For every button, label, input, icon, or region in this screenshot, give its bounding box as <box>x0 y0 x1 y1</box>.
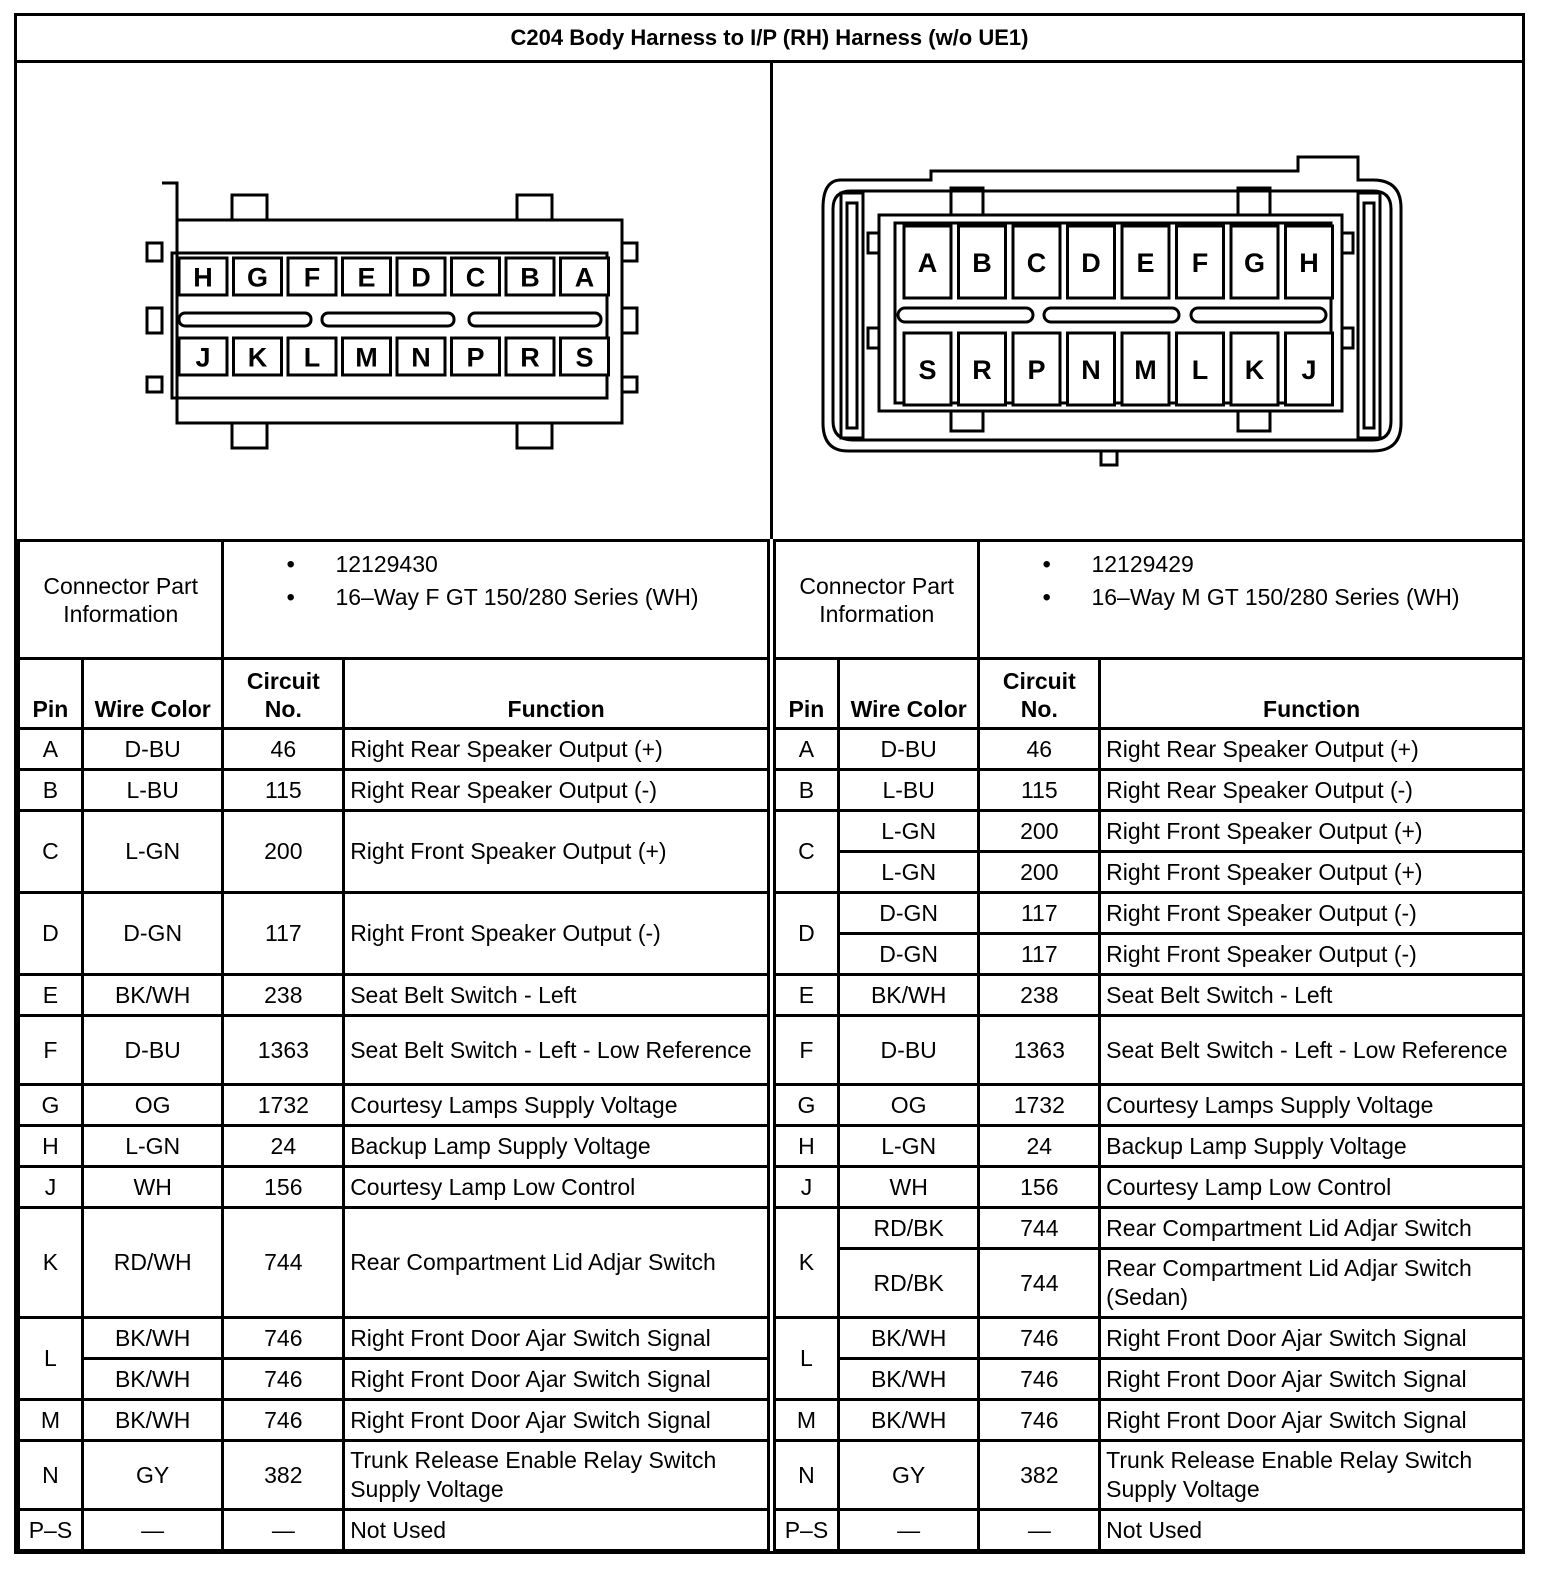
function-cell: Right Front Speaker Output (-) <box>1100 934 1524 975</box>
function-cell: Right Front Speaker Output (-) <box>344 893 769 975</box>
circuit-cell: 1363 <box>979 1016 1100 1085</box>
wire-color-cell: L-GN <box>82 811 223 893</box>
circuit-cell: 746 <box>223 1359 344 1400</box>
function-cell: Rear Compartment Lid Adjar Switch (Sedan) <box>1100 1249 1524 1318</box>
table-row <box>775 1441 1524 1510</box>
function-cell: Courtesy Lamps Supply Voltage <box>1100 1085 1524 1126</box>
circuit-cell: 200 <box>979 852 1100 893</box>
function-cell: Right Front Speaker Output (+) <box>344 811 769 893</box>
circuit-cell: 746 <box>223 1318 344 1359</box>
function-cell: Right Front Door Ajar Switch Signal <box>344 1318 769 1359</box>
circuit-cell: 382 <box>979 1441 1100 1510</box>
function-cell: Right Rear Speaker Output (-) <box>1100 770 1524 811</box>
pin-label: D <box>411 262 431 293</box>
function-cell: Courtesy Lamps Supply Voltage <box>344 1085 769 1126</box>
circuit-header: Circuit No. <box>223 659 344 729</box>
table-row <box>19 811 769 893</box>
pin-cell: L <box>775 1318 839 1400</box>
circuit-cell: 746 <box>979 1359 1100 1400</box>
pin-header: Pin <box>19 659 83 729</box>
table-row <box>19 1208 769 1318</box>
function-cell: Backup Lamp Supply Voltage <box>1100 1126 1524 1167</box>
table-row <box>775 852 1524 893</box>
table-header-row <box>775 659 1524 729</box>
circuit-cell: 46 <box>223 729 344 770</box>
function-cell: Rear Compartment Lid Adjar Switch <box>1100 1208 1524 1249</box>
wire-color-cell: BK/WH <box>838 1318 979 1359</box>
wire-color-cell: BK/WH <box>838 1359 979 1400</box>
female-pinout-table <box>17 539 770 1552</box>
pin-label: B <box>520 262 540 293</box>
table-row <box>775 1208 1524 1249</box>
pin-cell: K <box>19 1208 83 1318</box>
wire-color-cell: BK/WH <box>838 975 979 1016</box>
pin-header: Pin <box>775 659 839 729</box>
circuit-cell: 744 <box>979 1208 1100 1249</box>
table-row <box>775 770 1524 811</box>
function-cell: Trunk Release Enable Relay Switch Supply Voltage <box>1100 1441 1524 1510</box>
circuit-cell: 382 <box>223 1441 344 1510</box>
male-connector-diagram <box>773 63 1522 539</box>
pin-label: J <box>1301 355 1317 385</box>
pin-cell: P–S <box>775 1510 839 1551</box>
table-row <box>19 1167 769 1208</box>
pin-cell: B <box>19 770 83 811</box>
wire-color-cell: L-GN <box>838 1126 979 1167</box>
circuit-cell: 746 <box>979 1400 1100 1441</box>
pin-cell: J <box>775 1167 839 1208</box>
wire-color-cell: GY <box>82 1441 223 1510</box>
pin-label: S <box>918 355 937 385</box>
circuit-cell: 746 <box>223 1400 344 1441</box>
pin-cell: C <box>19 811 83 893</box>
circuit-cell: — <box>979 1510 1100 1551</box>
table-row <box>19 1016 769 1085</box>
pin-cell: D <box>19 893 83 975</box>
function-header: Function <box>344 659 769 729</box>
table-row <box>19 1510 769 1551</box>
table-row <box>775 1085 1524 1126</box>
pin-cell: F <box>19 1016 83 1085</box>
wire-color-cell: OG <box>82 1085 223 1126</box>
pin-label: M <box>1134 355 1157 385</box>
function-cell: Right Front Door Ajar Switch Signal <box>1100 1359 1524 1400</box>
pin-label: N <box>1081 355 1101 385</box>
wire-color-cell: D-GN <box>82 893 223 975</box>
function-cell: Right Front Speaker Output (+) <box>1100 811 1524 852</box>
part-number: • 12129430 <box>229 548 762 581</box>
wire-color-cell: L-BU <box>82 770 223 811</box>
part-description: • 16–Way F GT 150/280 Series (WH) <box>229 581 762 614</box>
pin-cell: E <box>19 975 83 1016</box>
connector-part-info <box>223 541 769 659</box>
pin-label: D <box>1081 248 1101 278</box>
table-row <box>775 1249 1524 1318</box>
circuit-cell: 746 <box>979 1318 1100 1359</box>
wire-color-cell: L-GN <box>838 852 979 893</box>
circuit-cell: 238 <box>979 975 1100 1016</box>
table-row <box>775 729 1524 770</box>
wire-color-cell: BK/WH <box>82 1359 223 1400</box>
circuit-cell: 200 <box>979 811 1100 852</box>
pin-label: C <box>465 262 486 293</box>
pin-label: B <box>972 248 992 278</box>
pin-label: N <box>411 342 431 373</box>
pin-cell: E <box>775 975 839 1016</box>
pin-cell: H <box>19 1126 83 1167</box>
circuit-cell: 115 <box>979 770 1100 811</box>
pin-label: P <box>1027 355 1046 385</box>
pin-cell: J <box>19 1167 83 1208</box>
function-header: Function <box>1100 659 1524 729</box>
part-number: • 12129429 <box>985 548 1517 581</box>
circuit-cell: 156 <box>979 1167 1100 1208</box>
table-row <box>775 1400 1524 1441</box>
pin-cell: N <box>775 1441 839 1510</box>
wire-color-cell: — <box>82 1510 223 1551</box>
pin-cell: B <box>775 770 839 811</box>
pin-label: G <box>1243 248 1266 278</box>
pin-label: S <box>575 342 594 373</box>
wire-color-cell: L-GN <box>838 811 979 852</box>
circuit-cell: 744 <box>223 1208 344 1318</box>
pin-label: F <box>1191 248 1209 278</box>
wire-color-cell: RD/BK <box>838 1208 979 1249</box>
wire-color-cell: OG <box>838 1085 979 1126</box>
function-cell: Right Front Speaker Output (+) <box>1100 852 1524 893</box>
table-row <box>775 1359 1524 1400</box>
pin-label: F <box>303 262 321 293</box>
table-row <box>19 1318 769 1359</box>
table-row <box>775 811 1524 852</box>
wire-color-cell: BK/WH <box>838 1400 979 1441</box>
wire-color-cell: RD/WH <box>82 1208 223 1318</box>
function-cell: Not Used <box>344 1510 769 1551</box>
connector-sheet <box>14 13 1525 1554</box>
function-cell: Seat Belt Switch - Left - Low Reference <box>344 1016 769 1085</box>
pin-cell: G <box>775 1085 839 1126</box>
wire-color-cell: — <box>838 1510 979 1551</box>
table-row <box>775 1318 1524 1359</box>
pin-label: C <box>1026 248 1047 278</box>
circuit-cell: 24 <box>979 1126 1100 1167</box>
pin-cell: A <box>775 729 839 770</box>
pin-label: M <box>355 342 378 373</box>
function-cell: Seat Belt Switch - Left - Low Reference <box>1100 1016 1524 1085</box>
function-cell: Right Front Speaker Output (-) <box>1100 893 1524 934</box>
pin-cell: F <box>775 1016 839 1085</box>
wire-color-cell: BK/WH <box>82 1318 223 1359</box>
table-row <box>775 893 1524 934</box>
function-cell: Courtesy Lamp Low Control <box>344 1167 769 1208</box>
circuit-cell: 117 <box>979 934 1100 975</box>
function-cell: Right Front Door Ajar Switch Signal <box>1100 1318 1524 1359</box>
pin-cell: D <box>775 893 839 975</box>
table-header-row <box>19 659 769 729</box>
wire-color-cell: BK/WH <box>82 1400 223 1441</box>
pin-cell: M <box>775 1400 839 1441</box>
function-cell: Right Rear Speaker Output (-) <box>344 770 769 811</box>
pin-cell: H <box>775 1126 839 1167</box>
pin-cell: K <box>775 1208 839 1318</box>
pin-cell: L <box>19 1318 83 1400</box>
table-row <box>19 975 769 1016</box>
circuit-cell: 1732 <box>979 1085 1100 1126</box>
table-row <box>19 1085 769 1126</box>
circuit-header: Circuit No. <box>979 659 1100 729</box>
wire-color-cell: D-BU <box>82 1016 223 1085</box>
table-row <box>19 770 769 811</box>
function-cell: Right Front Door Ajar Switch Signal <box>344 1400 769 1441</box>
wire-color-cell: BK/WH <box>82 975 223 1016</box>
wire-color-cell: D-BU <box>82 729 223 770</box>
pin-label: L <box>303 342 321 373</box>
part-description: • 16–Way M GT 150/280 Series (WH) <box>985 581 1517 614</box>
table-row <box>775 1126 1524 1167</box>
male-pinout-table <box>773 539 1525 1552</box>
pin-label: G <box>246 262 269 293</box>
circuit-cell: 115 <box>223 770 344 811</box>
wire-color-cell: L-BU <box>838 770 979 811</box>
function-cell: Rear Compartment Lid Adjar Switch <box>344 1208 769 1318</box>
pin-label: A <box>574 262 595 293</box>
function-cell: Seat Belt Switch - Left <box>344 975 769 1016</box>
pin-cell: N <box>19 1441 83 1510</box>
pin-cell: A <box>19 729 83 770</box>
pin-cell: P–S <box>19 1510 83 1551</box>
wire-color-cell: D-BU <box>838 729 979 770</box>
table-row <box>775 1016 1524 1085</box>
function-cell: Right Rear Speaker Output (+) <box>344 729 769 770</box>
pin-label: K <box>247 342 268 373</box>
circuit-cell: 200 <box>223 811 344 893</box>
circuit-cell: 1732 <box>223 1085 344 1126</box>
circuit-cell: 117 <box>979 893 1100 934</box>
pin-label: R <box>972 355 992 385</box>
circuit-cell: 238 <box>223 975 344 1016</box>
table-row <box>775 1510 1524 1551</box>
table-row <box>775 1167 1524 1208</box>
wire-color-cell: WH <box>838 1167 979 1208</box>
wire-color-cell: WH <box>82 1167 223 1208</box>
wire-color-cell: RD/BK <box>838 1249 979 1318</box>
pin-label: H <box>193 262 213 293</box>
wire-color-header: Wire Color <box>838 659 979 729</box>
circuit-cell: 46 <box>979 729 1100 770</box>
pin-label: A <box>917 248 938 278</box>
connector-part-info <box>979 541 1524 659</box>
table-row <box>19 1400 769 1441</box>
circuit-cell: — <box>223 1510 344 1551</box>
circuit-cell: 156 <box>223 1167 344 1208</box>
table-row <box>775 975 1524 1016</box>
wire-color-cell: L-GN <box>82 1126 223 1167</box>
pin-label: J <box>195 342 211 373</box>
function-cell: Seat Belt Switch - Left <box>1100 975 1524 1016</box>
function-cell: Backup Lamp Supply Voltage <box>344 1126 769 1167</box>
pin-label: P <box>466 342 485 373</box>
function-cell: Not Used <box>1100 1510 1524 1551</box>
pin-label: L <box>1191 355 1209 385</box>
circuit-cell: 744 <box>979 1249 1100 1318</box>
circuit-cell: 24 <box>223 1126 344 1167</box>
table-row <box>775 934 1524 975</box>
circuit-cell: 117 <box>223 893 344 975</box>
table-row <box>19 1359 769 1400</box>
function-cell: Right Front Door Ajar Switch Signal <box>344 1359 769 1400</box>
female-connector-diagram <box>17 63 773 539</box>
connector-part-info-label: Connector Part Information <box>775 541 979 659</box>
wire-color-cell: D-GN <box>838 934 979 975</box>
table-row <box>19 1441 769 1510</box>
page-title: C204 Body Harness to I/P (RH) Harness (w/o UE1) <box>17 16 1522 63</box>
pin-label: H <box>1299 248 1319 278</box>
function-cell: Right Rear Speaker Output (+) <box>1100 729 1524 770</box>
pin-label: R <box>520 342 540 373</box>
wire-color-cell: D-BU <box>838 1016 979 1085</box>
pin-label: E <box>357 262 376 293</box>
table-row <box>19 729 769 770</box>
connector-part-info-label: Connector Part Information <box>19 541 223 659</box>
pin-cell: C <box>775 811 839 893</box>
function-cell: Courtesy Lamp Low Control <box>1100 1167 1524 1208</box>
circuit-cell: 1363 <box>223 1016 344 1085</box>
pin-cell: G <box>19 1085 83 1126</box>
wire-color-cell: D-GN <box>838 893 979 934</box>
function-cell: Right Front Door Ajar Switch Signal <box>1100 1400 1524 1441</box>
function-cell: Trunk Release Enable Relay Switch Supply Voltage <box>344 1441 769 1510</box>
wire-color-header: Wire Color <box>82 659 223 729</box>
pin-label: K <box>1244 355 1265 385</box>
pin-cell: M <box>19 1400 83 1441</box>
table-row <box>19 893 769 975</box>
pin-label: E <box>1136 248 1155 278</box>
wire-color-cell: GY <box>838 1441 979 1510</box>
table-row <box>19 1126 769 1167</box>
